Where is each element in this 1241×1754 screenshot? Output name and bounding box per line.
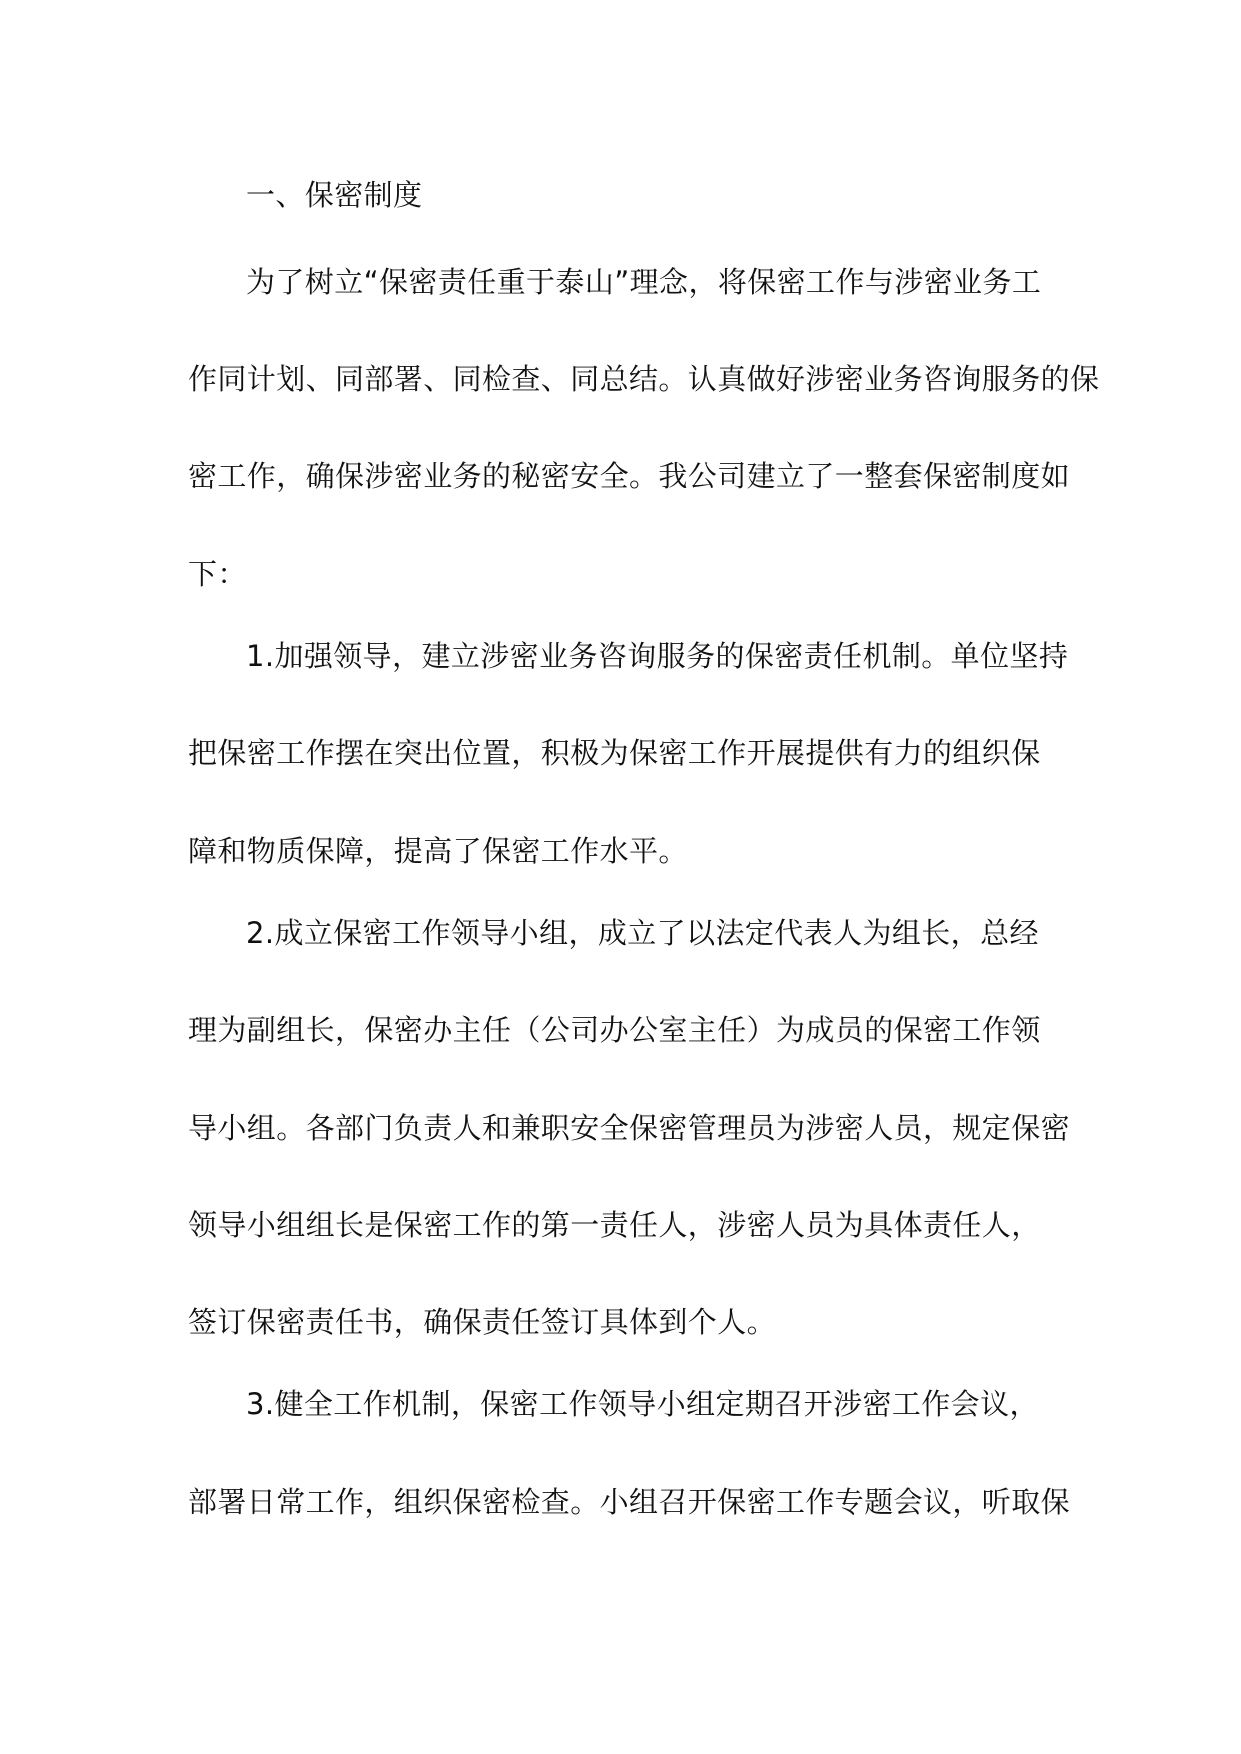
text-line: 部署日常工作，组织保密检查。小组召开保密工作专题会议，听取保 xyxy=(188,1485,1071,1519)
text-line: 1.加强领导，建立涉密业务咨询服务的保密责任机制。单位坚持 xyxy=(246,639,1069,673)
section-heading: 一、保密制度 xyxy=(246,178,423,212)
text-line: 密工作，确保涉密业务的秘密安全。我公司建立了一整套保密制度如 xyxy=(188,459,1071,493)
text-line: 把保密工作摆在突出位置，积极为保密工作开展提供有力的组织保 xyxy=(188,736,1041,770)
text-line: 作同计划、同部署、同检查、同总结。认真做好涉密业务咨询服务的保 xyxy=(188,362,1100,396)
text-line: 障和物质保障，提高了保密工作水平。 xyxy=(188,834,688,868)
text-line: 3.健全工作机制，保密工作领导小组定期召开涉密工作会议， xyxy=(246,1387,1039,1421)
text-line: 签订保密责任书，确保责任签订具体到个人。 xyxy=(188,1305,777,1339)
text-line: 领导小组组长是保密工作的第一责任人，涉密人员为具体责任人， xyxy=(188,1208,1041,1242)
text-line: 导小组。各部门负责人和兼职安全保密管理员为涉密人员，规定保密 xyxy=(188,1111,1071,1145)
text-line: 为了树立“保密责任重于泰山”理念，将保密工作与涉密业务工 xyxy=(246,265,1042,299)
text-line: 下： xyxy=(188,557,247,591)
text-line: 2.成立保密工作领导小组，成立了以法定代表人为组长，总经 xyxy=(246,916,1039,950)
text-line: 理为副组长，保密办主任（公司办公室主任）为成员的保密工作领 xyxy=(188,1013,1041,1047)
